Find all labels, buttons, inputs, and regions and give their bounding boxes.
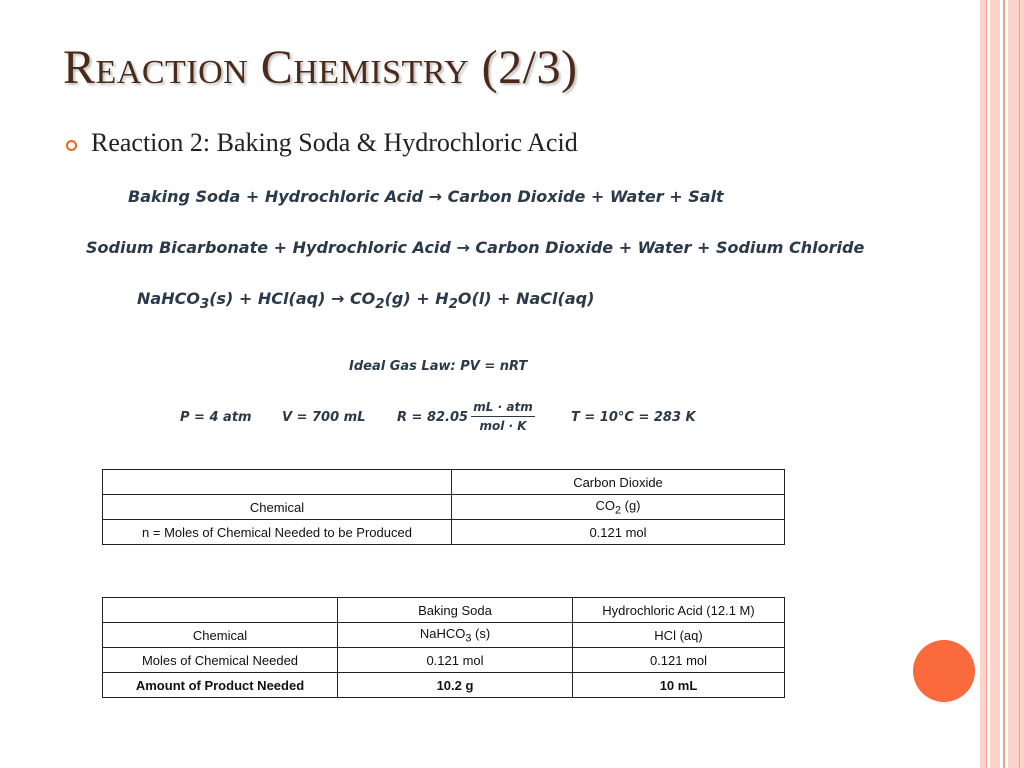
table-cell: 10.2 g	[338, 673, 573, 698]
table-header-cell: Hydrochloric Acid (12.1 M)	[573, 598, 785, 623]
slide-title: Reaction Chemistry (2/3)	[63, 41, 578, 94]
table-row	[103, 598, 785, 623]
formula-text: CO	[595, 497, 615, 513]
chem-part: (g) + H	[384, 289, 449, 308]
formula-subscript: 2	[614, 504, 622, 517]
table-cell: Moles of Chemical Needed	[103, 648, 338, 673]
decor-stripe	[1019, 0, 1020, 768]
temperature-value: T = 10°C = 283 K	[571, 410, 696, 425]
table-cell: Chemical	[103, 495, 452, 520]
decor-stripe	[990, 0, 1000, 768]
table-cell	[103, 470, 452, 495]
reactant-table	[102, 597, 785, 698]
table-row	[103, 470, 785, 495]
table-row	[103, 623, 785, 648]
table-cell: Chemical	[103, 623, 338, 648]
table-row	[103, 673, 785, 698]
chem-subscript: 2	[375, 297, 385, 313]
decor-circle	[913, 640, 975, 702]
table-cell	[103, 598, 338, 623]
table-cell	[338, 623, 573, 648]
chemical-equation	[137, 289, 594, 312]
bullet-circle-icon	[66, 140, 77, 151]
formula-state: (g)	[621, 497, 641, 513]
chem-part: (s) + HCl(aq) → CO	[209, 289, 376, 308]
table-cell: 0.121 mol	[452, 520, 785, 545]
word-equation-common: Baking Soda + Hydrochloric Acid → Carbon Dioxide + Water + Salt	[128, 187, 724, 206]
table-cell	[452, 495, 785, 520]
table-cell: 10 mL	[573, 673, 785, 698]
volume-value: V = 700 mL	[282, 410, 366, 425]
table-row	[103, 495, 785, 520]
bullet-item	[66, 128, 578, 158]
gas-constant: R = 82.05	[397, 410, 469, 425]
chem-subscript: 3	[199, 297, 210, 313]
formula-subscript: 3	[465, 632, 472, 645]
ideal-gas-law: Ideal Gas Law: PV = nRT	[349, 359, 528, 374]
table-cell: 0.121 mol	[338, 648, 573, 673]
formula-state: (s)	[471, 625, 491, 641]
pressure-value: P = 4 atm	[180, 410, 252, 425]
decor-stripe	[1008, 0, 1024, 768]
table-row	[103, 520, 785, 545]
table-cell: n = Moles of Chemical Needed to be Produced	[103, 520, 452, 545]
word-equation-formal: Sodium Bicarbonate + Hydrochloric Acid → Carbon Dioxide + Water + Sodium Chloride	[86, 238, 865, 257]
gas-constant-units	[471, 400, 535, 433]
table-header-cell: Baking Soda	[338, 598, 573, 623]
decor-stripe	[1003, 0, 1005, 768]
bullet-text: Reaction 2: Baking Soda & Hydrochloric Acid	[91, 128, 578, 157]
formula-text: NaHCO	[419, 625, 466, 641]
units-denominator: mol · K	[479, 419, 527, 433]
units-numerator: mL · atm	[471, 400, 535, 417]
table-cell: 0.121 mol	[573, 648, 785, 673]
table-row	[103, 648, 785, 673]
product-table	[102, 469, 785, 545]
table-cell: HCl (aq)	[573, 623, 785, 648]
decor-stripe	[986, 0, 987, 768]
table-header-cell: Carbon Dioxide	[452, 470, 785, 495]
chem-part: O(l) + NaCl(aq)	[457, 289, 595, 308]
chem-subscript: 2	[448, 297, 458, 313]
chem-part: NaHCO	[137, 289, 200, 308]
table-cell: Amount of Product Needed	[103, 673, 338, 698]
